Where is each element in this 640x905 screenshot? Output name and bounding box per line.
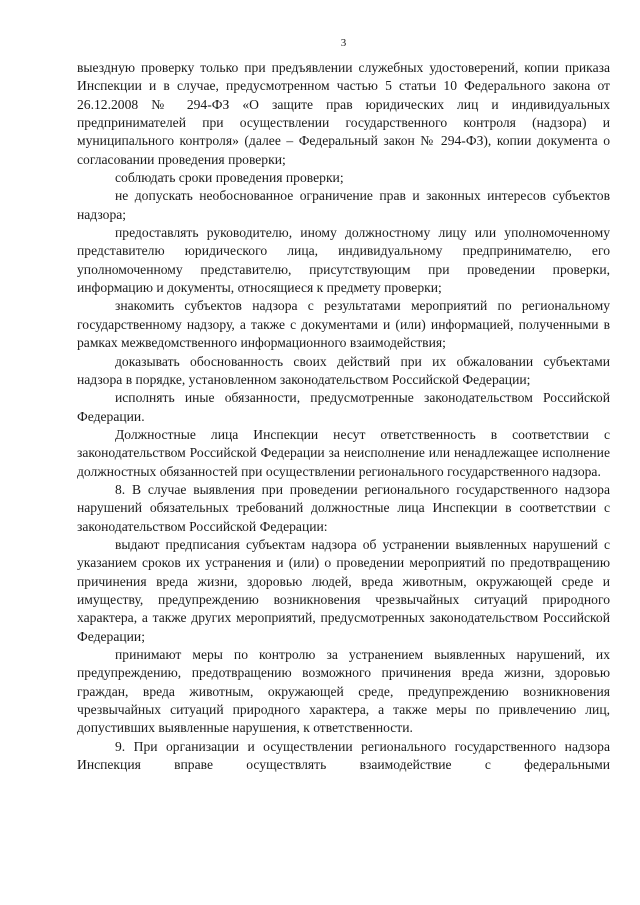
paragraph: доказывать обоснованность своих действий при их обжаловании субъектами надзора в порядке, установленном законодательством Российской Федерации; bbox=[77, 353, 610, 387]
paragraph: знакомить субъектов надзора с результатами мероприятий по региональному государственному надзору, а также с документами и (или) информацией, полученными в рамках межведомственного информационного взаимодействия; bbox=[77, 298, 610, 351]
paragraph: принимают меры по контролю за устранением выявленных нарушений, их предупреждению, предотвращению возможного причинения вреда жизни, здоровью граждан, вреда животным, окружающей среде, предупреждению возникновения чрезвычайных ситуаций природного характера, а также меры по привлечению лиц, допустивших выявленные нарушения, к ответственности. bbox=[77, 647, 610, 736]
paragraph: выездную проверку только при предъявлении служебных удостоверений, копии приказа Инспекции и в случае, предусмотренном частью 5 статьи 10 Федерального закона от 26.12.2008 № 294-ФЗ «О защите прав юридических лиц и индивидуальных предпринимателей при осуществлении государственного контроля (надзора) и муниципального контроля» (далее – Федеральный закон № 294-ФЗ), копии документа о согласовании проведения проверки; bbox=[77, 60, 610, 167]
paragraph: предоставлять руководителю, иному должностному лицу или уполномоченному представителю юридического лица, индивидуальному предпринимателю, его уполномоченному представителю, присутствующим при проведении проверки, информацию и документы, относящиеся к предмету проверки; bbox=[77, 225, 610, 296]
paragraph: 9. При организации и осуществлении регионального государственного надзора Инспекция вправе осуществлять взаимодействие с федеральными bbox=[77, 738, 610, 773]
paragraph: выдают предписания субъектам надзора об устранении выявленных нарушений с указанием сроков их устранения и (или) о проведении мероприятий по предотвращению причинения вреда жизни, здоровью людей, вреда животным, окружающей среде и имуществу, предупреждению возникновения чрезвычайных ситуаций природного характера, а также других мероприятий, предусмотренных законодательством Российской Федерации; bbox=[77, 536, 610, 644]
document-body bbox=[77, 59, 610, 774]
paragraph: 8. В случае выявления при проведении регионального государственного надзора нарушений обязательных требований должностные лица Инспекции в соответствии с законодательством Российской Федерации: bbox=[77, 481, 610, 534]
page-number: 3 bbox=[340, 37, 347, 49]
paragraph: Должностные лица Инспекции несут ответственность в соответствии с законодательством Российской Федерации за неисполнение или ненадлежащее исполнение должностных обязанностей при осуществлении регионального государственного надзора. bbox=[77, 426, 610, 479]
paragraph: не допускать необоснованное ограничение прав и законных интересов субъектов надзора; bbox=[77, 188, 610, 222]
paragraph: исполнять иные обязанности, предусмотренные законодательством Российской Федерации. bbox=[77, 390, 610, 424]
paragraph: соблюдать сроки проведения проверки; bbox=[115, 170, 344, 186]
